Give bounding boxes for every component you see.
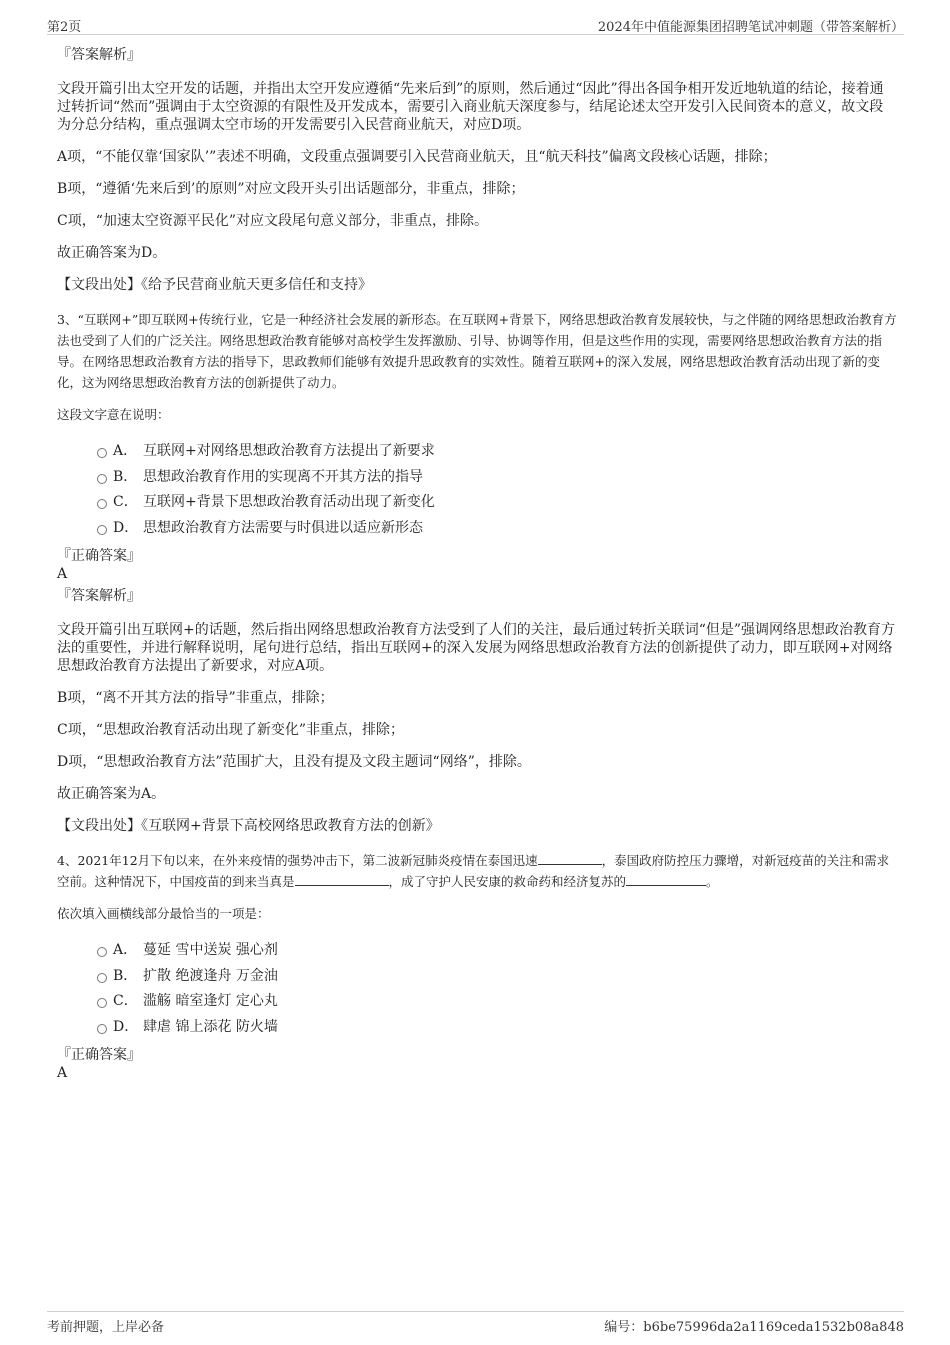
q3-note-b: B项，“离不开其方法的指导”非重点，排除；	[57, 690, 334, 706]
footer-slogan: 考前押题，上岸必备	[47, 1320, 165, 1335]
radio-icon[interactable]	[97, 1024, 107, 1034]
q2-analysis-label: 『答案解析』	[57, 47, 141, 63]
q3-stem: 3、“互联网+”即互联网+传统行业，它是一种经济社会发展的新形态。在互联网+背景下，网络思想政治教育发展较快，与之伴随的网络思想政治教育方法也受到了人们的广泛关注。网络思想政治教育能够对高校学生发挥激励、引导、协调等作用，但是这些作用的实现，需要网络思想政治教育方法的指导。在网络思想政治教育方法的指导下，思政教师们能够有效提升思政教育的实效性。随着互联网+的深入发展，网络思想政治教育活动出现了新的变化，这为网络思想政治教育方法的创新提供了动力。	[57, 312, 897, 390]
q4-prompt: 依次填入画横线部分最恰当的一项是：	[57, 906, 270, 921]
q4-answer: A	[57, 1065, 68, 1081]
q4-option-b[interactable]: B． 扩散 绝渡逢舟 万金油	[97, 964, 897, 990]
q4-options	[57, 938, 897, 1040]
page-number: 第2页	[47, 20, 82, 35]
q2-note-b: B项，“遵循‘先来后到’的原则”对应文段开头引出话题部分，非重点，排除；	[57, 181, 525, 197]
q3-analysis-text: 文段开篇引出互联网+的话题，然后指出网络思想政治教育方法受到了人们的关注，最后通过转折关联词“但是”强调网络思想政治教育方法的重要性，并进行解释说明，尾句进行总结，指出互联网+的深入发展为网络思想政治教育方法的创新提供了动力，即互联网+对网络思想政治教育方法提出了新要求，对应A项。	[57, 622, 896, 674]
q3-option-a[interactable]: A． 互联网+对网络思想政治教育方法提出了新要求	[97, 439, 897, 465]
q3-conclusion: 故正确答案为A。	[57, 786, 166, 802]
q4-option-d[interactable]: D． 肆虐 锦上添花 防火墙	[97, 1015, 897, 1041]
radio-icon[interactable]	[97, 973, 107, 983]
q3-options	[57, 439, 897, 541]
radio-icon[interactable]	[97, 998, 107, 1008]
q3-analysis-label: 『答案解析』	[57, 588, 141, 604]
q4-option-c[interactable]: C． 滥觞 暗室逢灯 定心丸	[97, 989, 897, 1015]
page-content	[57, 46, 897, 1082]
radio-icon[interactable]	[97, 448, 107, 458]
q4-stem: 4、2021年12月下旬以来，在外来疫情的强势冲击下，第二波新冠肺炎疫情在泰国迅速 ，泰国政府防控压力骤增，对新冠疫苗的关注和需求空前。这种情况下，中国疫苗的到来当真是 ，成了守护人民安康的救命药和经济复苏的 。	[57, 853, 890, 889]
q2-source: 【文段出处】《给予民营商业航天更多信任和支持》	[57, 277, 372, 293]
q4-answer-label: 『正确答案』	[57, 1047, 141, 1063]
blank-2	[295, 873, 389, 886]
document-title: 2024年中值能源集团招聘笔试冲刺题（带答案解析）	[597, 20, 904, 35]
blank-3	[626, 873, 706, 886]
q3-note-d: D项，“思想政治教育方法”范围扩大，且没有提及文段主题词“网络”，排除。	[57, 754, 531, 770]
q3-option-b[interactable]: B． 思想政治教育作用的实现离不开其方法的指导	[97, 465, 897, 491]
q2-analysis-text: 文段开篇引出太空开发的话题，并指出太空开发应遵循“先来后到”的原则，然后通过“因此”得出各国争相开发近地轨道的结论，接着通过转折词“然而”强调由于太空资源的有限性及开发成本，需要引入商业航天深度参与，结尾论述太空开发引入民间资本的意义，故文段为分总分结构，重点强调太空市场的开发需要引入民营商业航天，对应D项。	[57, 81, 884, 133]
q2-note-c: C项，“加速太空资源平民化”对应文段尾句意义部分，非重点，排除。	[57, 213, 489, 229]
q2-conclusion: 故正确答案为D。	[57, 245, 167, 261]
q2-note-a: A项，“不能仅靠‘国家队’”表述不明确，文段重点强调要引入民营商业航天，且“航天科技”偏离文段核心话题，排除；	[57, 149, 777, 165]
document-code: 编号：b6be75996da2a1169ceda1532b08a848	[604, 1320, 904, 1335]
q4-option-a[interactable]: A． 蔓延 雪中送炭 强心剂	[97, 938, 897, 964]
radio-icon[interactable]	[97, 525, 107, 535]
radio-icon[interactable]	[97, 474, 107, 484]
blank-1	[538, 852, 602, 865]
page-header	[47, 14, 904, 35]
q3-option-c[interactable]: C． 互联网+背景下思想政治教育活动出现了新变化	[97, 490, 897, 516]
q3-source: 【文段出处】《互联网+背景下高校网络思政教育方法的创新》	[57, 818, 440, 834]
q3-option-d[interactable]: D． 思想政治教育方法需要与时俱进以适应新形态	[97, 516, 897, 542]
page-footer	[47, 1311, 904, 1336]
radio-icon[interactable]	[97, 947, 107, 957]
q3-note-c: C项，“思想政治教育活动出现了新变化”非重点，排除；	[57, 722, 405, 738]
q3-answer: A	[57, 566, 68, 582]
radio-icon[interactable]	[97, 499, 107, 509]
q3-prompt: 这段文字意在说明：	[57, 407, 170, 422]
q3-answer-label: 『正确答案』	[57, 548, 141, 564]
